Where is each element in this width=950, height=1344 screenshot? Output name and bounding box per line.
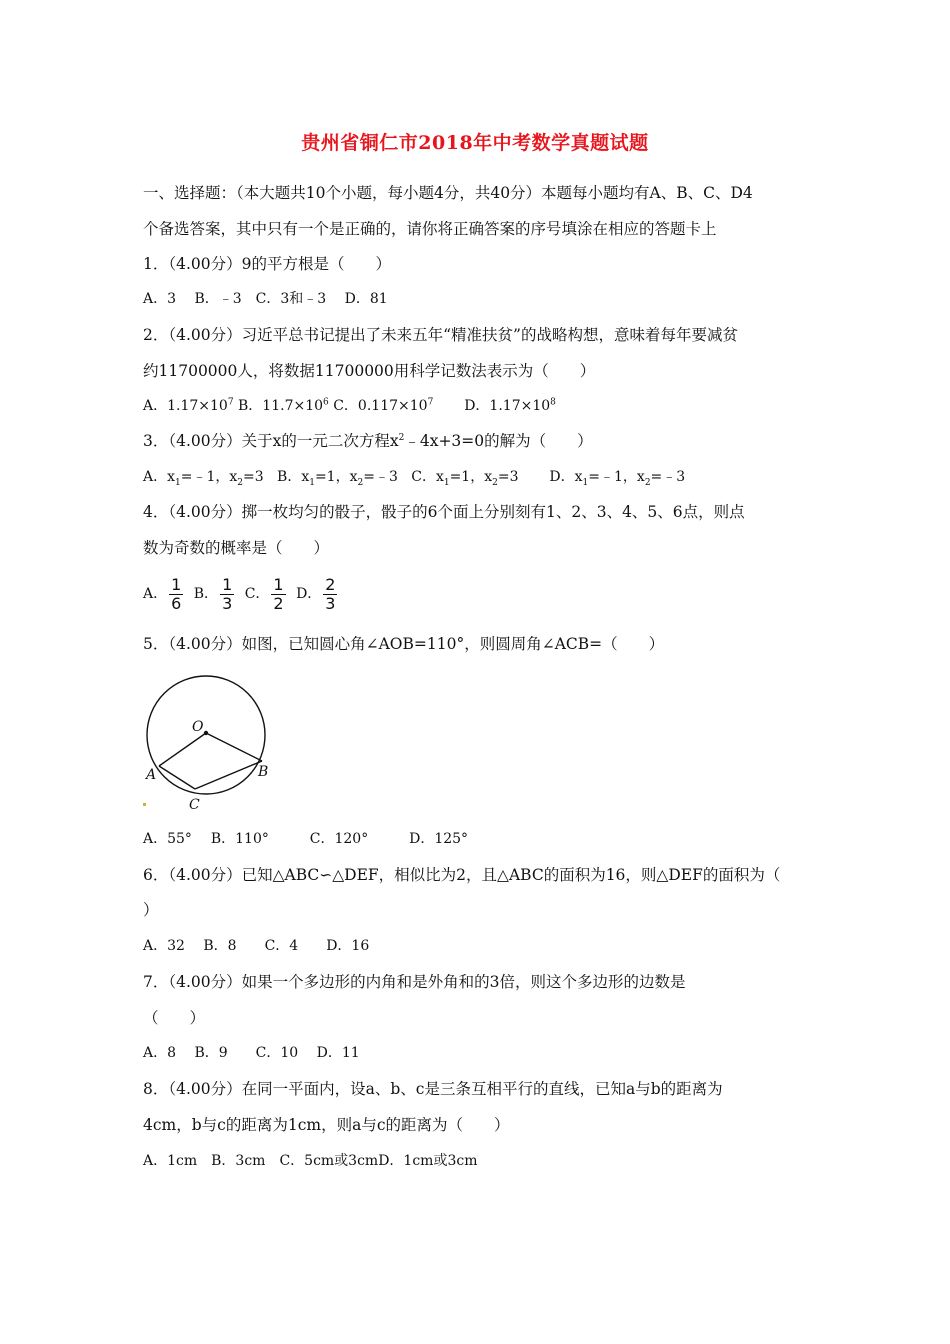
option-c: C．$0.117\times 10^7$ bbox=[333, 397, 434, 414]
question-6-line-2: ） bbox=[143, 901, 159, 919]
question-2-line-1: 2．（4.00分）习近平总书记提出了未来五年“精准扶贫”的战略构想，意味着每年要减贫 bbox=[143, 326, 738, 344]
option-d: D．$1.17\times 10^8$ bbox=[464, 397, 556, 414]
fraction: $\frac{1}{3}$ bbox=[222, 574, 233, 613]
fraction: $\frac{1}{6}$ bbox=[171, 574, 182, 613]
option-a: A．$x_1=﹣1$，$x_2=3$ bbox=[143, 469, 264, 488]
question-1-text: 1．（4.00分）9的平方根是（ ） bbox=[143, 255, 391, 273]
option-b: B．110° bbox=[210, 831, 269, 847]
option-d: D．$x_1=﹣1$，$x_2=﹣3$ bbox=[549, 469, 686, 488]
option-a: A．55° bbox=[143, 831, 192, 847]
option-d: D． $\frac{2}{3}$ bbox=[296, 574, 336, 613]
question-2-options bbox=[143, 396, 556, 416]
question-1-options: A．3 B．﹣3 C．3和﹣3 D．81 bbox=[143, 291, 388, 307]
center-point bbox=[204, 731, 208, 735]
section-intro-line-2: 个备选答案，其中只有一个是正确的，请你将正确答案的序号填涂在相应的答题卡上 bbox=[143, 220, 717, 238]
label-o: O bbox=[192, 719, 204, 735]
option-a: A．$1.17\times 10^7$ bbox=[143, 397, 234, 414]
option-b: B．$11.7\times 10^6$ bbox=[238, 397, 329, 414]
question-6-line-1: 6．（4.00分）已知△ABC∽△DEF，相似比为2，且△ABC的面积为16，则△DEF的面积为（ bbox=[143, 866, 781, 884]
label-a: A bbox=[146, 767, 157, 783]
question-5-options bbox=[143, 829, 468, 849]
fraction: $\frac{1}{2}$ bbox=[273, 574, 284, 613]
option-b: B．$x_1=1$，$x_2=﹣3$ bbox=[277, 469, 398, 488]
question-2-line-2: 约11700000人，将数据11700000用科学记数法表示为（ ） bbox=[143, 362, 596, 380]
question-7-options: A．8 B．9 C．10 D．11 bbox=[143, 1045, 360, 1061]
question-8-line-2: 4cm，b与c的距离为1cm，则a与c的距离为（ ） bbox=[143, 1116, 510, 1134]
question-7-line-2: （ ） bbox=[143, 1009, 206, 1027]
option-c: C． $\frac{1}{2}$ bbox=[244, 574, 284, 613]
question-3-options bbox=[143, 467, 685, 487]
section-intro-line-1: 一、选择题：（本大题共10个小题，每小题4分，共40分）本题每小题均有A、B、C、D4 bbox=[143, 184, 753, 202]
question-6-options: A．32 B．8 C．4 D．16 bbox=[143, 938, 370, 954]
circle-figure bbox=[140, 675, 280, 815]
option-d: D．125° bbox=[409, 831, 469, 847]
segment-bc bbox=[195, 761, 262, 789]
option-c: C．$x_1=1$，$x_2=3$ bbox=[411, 469, 519, 488]
option-c: C．120° bbox=[309, 831, 369, 847]
segment-ob bbox=[206, 733, 262, 761]
label-c: C bbox=[189, 797, 200, 813]
page-title: 贵州省铜仁市2018年中考数学真题试题 bbox=[301, 132, 649, 154]
option-a: A． $\frac{1}{6}$ bbox=[143, 574, 182, 613]
question-8-options: A．1cm B．3cm C．5cm或3cmD．1cm或3cm bbox=[143, 1153, 478, 1169]
question-5-text: 5．（4.00分）如图，已知圆心角∠AOB=110°，则圆周角∠ACB=（ ） bbox=[143, 635, 665, 653]
question-4-line-1: 4．（4.00分）掷一枚均匀的骰子，骰子的6个面上分别刻有1、2、3、4、5、6点，则点 bbox=[143, 503, 745, 521]
question-7-line-1: 7．（4.00分）如果一个多边形的内角和是外角和的3倍，则这个多边形的边数是 bbox=[143, 973, 686, 991]
segment-oa bbox=[159, 733, 206, 766]
question-4-options bbox=[143, 574, 343, 614]
question-3-text: 3．（4.00分）关于x的一元二次方程$x^2﹣4x+3=0$的解为（ ） bbox=[143, 432, 593, 450]
option-b: B． $\frac{1}{3}$ bbox=[193, 574, 233, 613]
label-b: B bbox=[258, 764, 269, 780]
question-8-line-1: 8．（4.00分）在同一平面内，设a、b、c是三条互相平行的直线，已知a与b的距离为 bbox=[143, 1080, 723, 1098]
fraction: $\frac{2}{3}$ bbox=[325, 574, 336, 613]
question-4-line-2: 数为奇数的概率是（ ） bbox=[143, 539, 330, 557]
stray-mark bbox=[143, 803, 146, 806]
